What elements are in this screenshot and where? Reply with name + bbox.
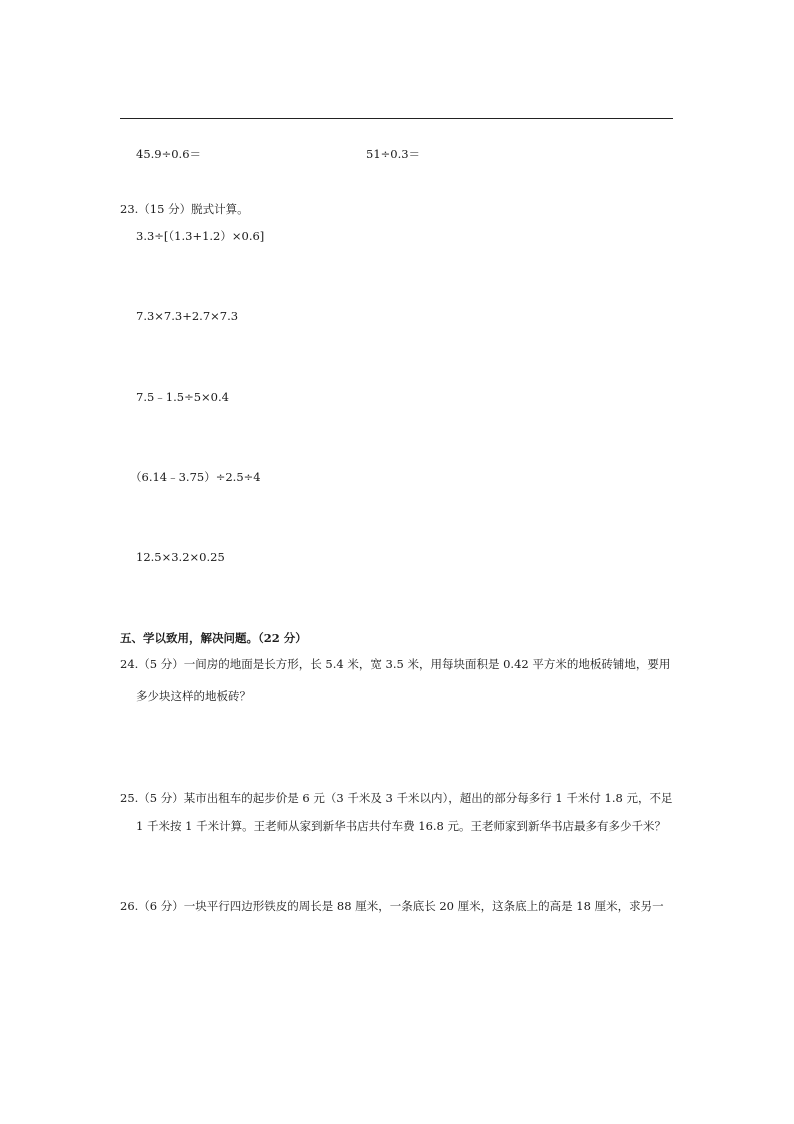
q26-line-1: 26.（6 分）一块平行四边形铁皮的周长是 88 厘米，一条底长 20 厘米，这条底上的高是 18 厘米，求另一 bbox=[120, 899, 664, 913]
q25-line-1: 25.（5 分）某市出租车的起步价是 6 元（3 千米及 3 千米以内），超出的部分每多行 1 千米付 1.8 元，不足 bbox=[120, 791, 673, 805]
q24-line-2: 多少块这样的地板砖？ bbox=[136, 689, 251, 703]
q23-item-5: 12.5×3.2×0.25 bbox=[136, 550, 225, 564]
q23-heading: 23.（15 分）脱式计算。 bbox=[120, 202, 249, 216]
q23-item-3: 7.5﹣1.5÷5×0.4 bbox=[136, 390, 229, 404]
section-5-heading: 五、学以致用，解决问题。（22 分） bbox=[120, 631, 307, 645]
q23-item-2: 7.3×7.3+2.7×7.3 bbox=[136, 309, 239, 323]
q22-expression-1: 45.9÷0.6＝ bbox=[136, 147, 202, 161]
q24-line-1: 24.（5 分）一间房的地面是长方形，长 5.4 米，宽 3.5 米，用每块面积是 0.42 平方米的地板砖铺地，要用 bbox=[120, 657, 671, 671]
q22-expression-2: 51÷0.3＝ bbox=[366, 147, 421, 161]
q23-item-4: （6.14﹣3.75）÷2.5÷4 bbox=[130, 470, 261, 484]
header-rule bbox=[120, 118, 673, 119]
q25-line-2: 1 千米按 1 千米计算。王老师从家到新华书店共付车费 16.8 元。王老师家到新华书店最多有多少千米？ bbox=[136, 819, 667, 833]
q23-item-1: 3.3÷[（1.3+1.2）×0.6] bbox=[136, 229, 265, 243]
